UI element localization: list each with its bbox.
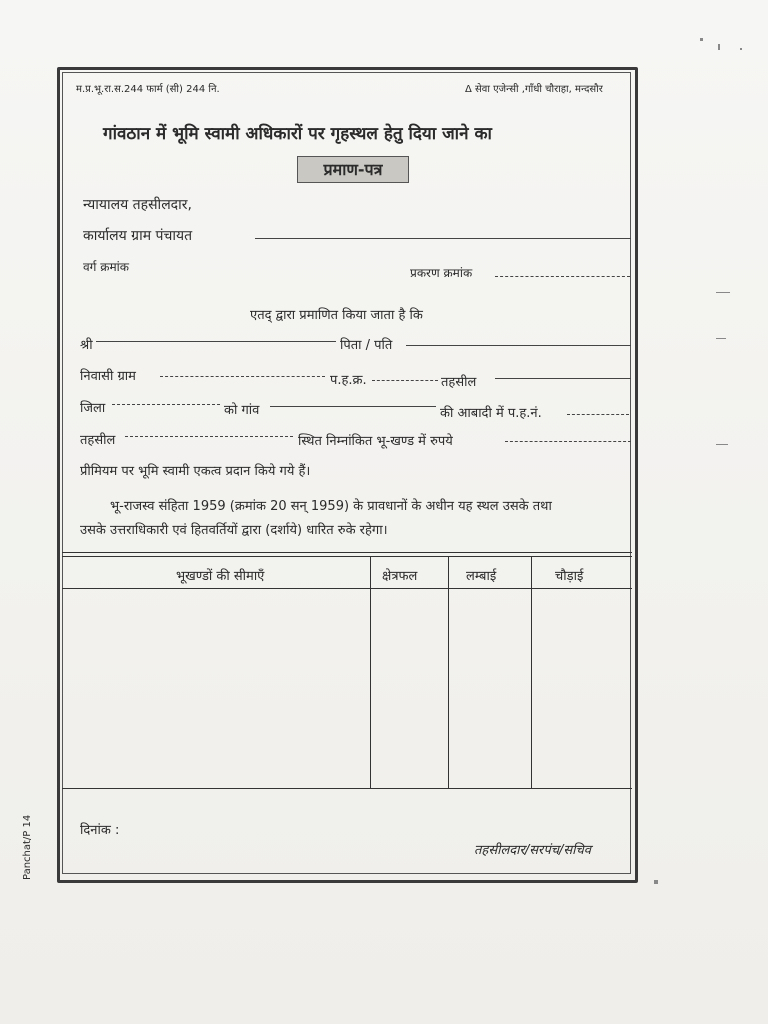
tehsil-fill-line <box>495 378 631 379</box>
table-header-border <box>62 588 632 589</box>
rupaye-fill-line <box>505 441 631 442</box>
scan-speck <box>740 48 742 50</box>
table-top-border <box>62 552 632 553</box>
panchayat-label: कार्यालय ग्राम पंचायत <box>83 228 193 244</box>
abadi-label: की आबादी में प.ह.नं. <box>440 406 542 421</box>
abadi-fill-line <box>567 414 629 415</box>
paragraph-line-2: उसके उत्तराधिकारी एवं हितवर्तियों द्वारा (दर्शाये) धारित रुके रहेगा। <box>80 523 388 538</box>
prakaran-fill-line <box>495 276 630 277</box>
table-header-width: चौड़ाई <box>555 569 584 584</box>
scan-speck <box>654 880 658 884</box>
scan-speck <box>716 292 730 293</box>
varg-kramank-label: वर्ग क्रमांक <box>83 260 129 274</box>
court-label: न्यायालय तहसीलदार, <box>83 197 192 213</box>
sthit-label: स्थित निम्नांकित भू-खण्ड में रुपये <box>298 434 453 449</box>
scan-speck <box>718 44 720 50</box>
paragraph-line-1: भू-राजस्व संहिता 1959 (क्रमांक 20 सन् 1959) के प्रावधानों के अधीन यह स्थल उसके तथा <box>110 499 552 514</box>
table-col-divider-3 <box>531 556 532 788</box>
printer-name: Δ सेवा एजेन्सी ,गाँधी चौराहा, मन्दसौर <box>465 84 603 95</box>
form-code: म.प्र.भू.रा.स.244 फार्म (सी) 244 नि. <box>76 84 220 95</box>
table-header-boundaries: भूखण्डों की सीमाएँ <box>176 569 265 584</box>
gaon-fill-line <box>270 406 436 407</box>
table-bottom-border <box>62 788 632 789</box>
prakaran-kramank-label: प्रकरण क्रमांक <box>410 266 473 280</box>
ph-kra-fill-line <box>372 380 438 381</box>
table-top-border-inner <box>62 556 632 557</box>
shri-fill-line <box>96 341 336 342</box>
table-col-divider-2 <box>448 556 449 788</box>
tehsil-label: तहसील <box>441 375 477 390</box>
shri-label: श्री <box>80 338 93 353</box>
scan-speck <box>716 338 726 339</box>
dinank-label: दिनांक : <box>80 823 120 838</box>
certificate-badge: प्रमाण-पत्र <box>297 156 409 183</box>
pita-pati-label: पिता / पति <box>340 338 393 353</box>
ph-kra-label: प.ह.क्र. <box>330 373 367 388</box>
pita-pati-fill-line <box>406 345 631 346</box>
table-col-divider-1 <box>370 556 371 788</box>
table-header-length: लम्बाई <box>466 569 497 584</box>
tehsil2-label: तहसील <box>80 433 116 448</box>
premium-text: प्रीमियम पर भूमि स्वामी एकत्व प्रदान किये गये हैं। <box>80 464 311 479</box>
scan-speck <box>700 38 703 41</box>
niwasi-gram-label: निवासी ग्राम <box>80 369 136 384</box>
ko-gaon-label: को गांव <box>224 403 260 418</box>
jila-fill-line <box>112 404 220 405</box>
tehsil2-fill-line <box>125 436 293 437</box>
margin-code: Panchat/P 14 <box>22 814 33 880</box>
table-header-area: क्षेत्रफल <box>382 569 418 584</box>
panchayat-fill-line <box>255 238 631 239</box>
jila-label: जिला <box>80 401 106 416</box>
form-title: गांवठान में भूमि स्वामी अधिकारों पर गृहस्थल हेतु दिया जाने का <box>103 124 492 144</box>
certificate-intro: एतद् द्वारा प्रमाणित किया जाता है कि <box>250 308 423 323</box>
signature-label: तहसीलदार/सरपंच/सचिव <box>474 843 592 858</box>
scan-speck <box>716 444 728 445</box>
niwasi-gram-fill-line <box>160 376 325 377</box>
